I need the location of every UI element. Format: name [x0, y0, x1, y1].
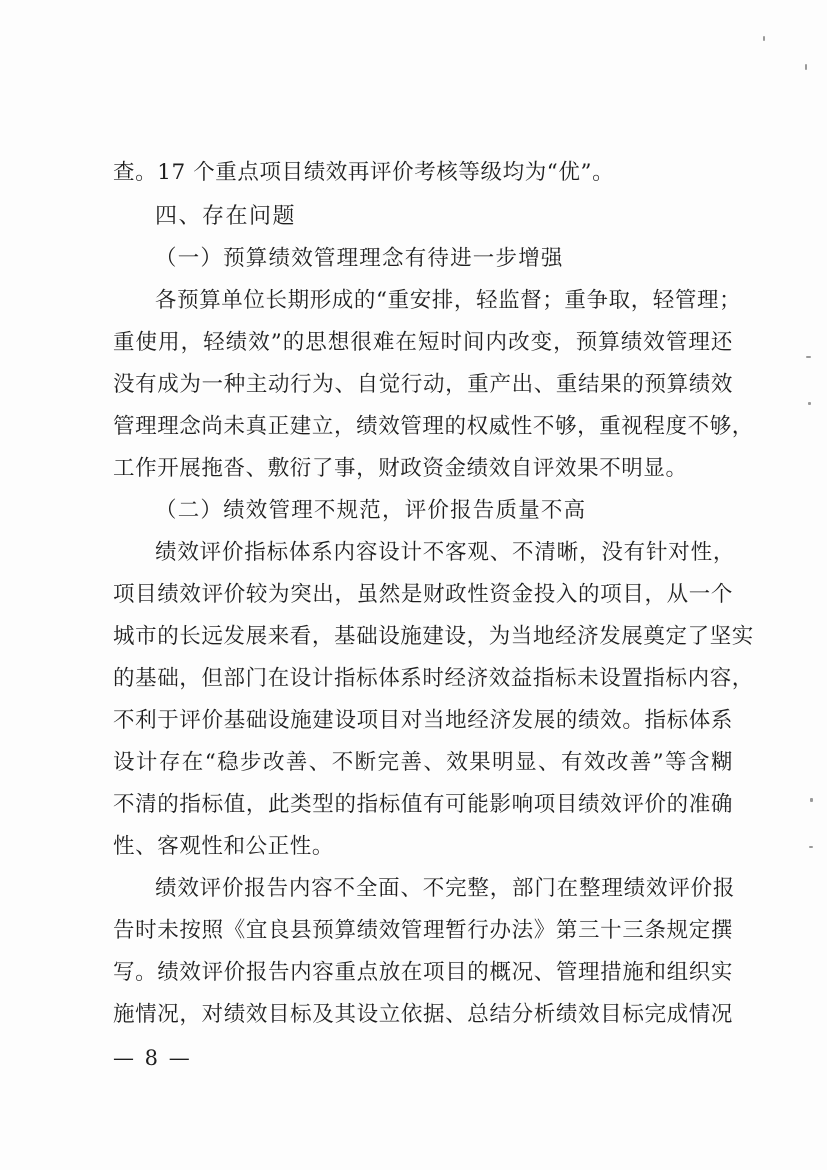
paragraph-3-line-3: 写。绩效评价报告内容重点放在项目的概况、管理措施和组织实 — [113, 960, 733, 985]
paragraph-1-line-5: 工作开展拖沓、敷衍了事，财政资金绩效自评效果不明显。 — [113, 456, 688, 481]
paragraph-2-line-7: 不清的指标值，此类型的指标值有可能影响项目绩效评价的准确 — [113, 792, 733, 817]
scan-speck — [810, 798, 813, 802]
paragraph-2-line-6: 设计存在“稳步改善、不断完善、效果明显、有效改善”等含糊 — [113, 750, 733, 775]
paragraph-2-line-1: 绩效评价指标体系内容设计不客观、不清晰，没有针对性， — [155, 540, 735, 565]
scan-speck — [809, 846, 813, 848]
paragraph-3-line-2: 告时未按照《宜良县预算绩效管理暂行办法》第三十三条规定撰 — [113, 918, 733, 943]
paragraph-2-line-5: 不利于评价基础设施建设项目对当地经济发展的绩效。指标体系 — [113, 708, 733, 733]
paragraph-3-line-1: 绩效评价报告内容不全面、不完整，部门在整理绩效评价报 — [155, 876, 735, 901]
paragraph-1-line-1: 各预算单位长期形成的“重安排，轻监督；重争取，轻管理； — [155, 288, 742, 313]
page-number: — 8 — — [113, 1046, 192, 1070]
scan-speck — [763, 36, 765, 41]
paragraph-2-line-3: 城市的长远发展来看，基础设施建设，为当地经济发展奠定了坚实 — [113, 624, 754, 649]
section-heading-4: 四、存在问题 — [155, 204, 297, 229]
paragraph-1-line-3: 没有成为一种主动行为、自觉行动，重产出、重结果的预算绩效 — [113, 372, 733, 397]
text-line-1: 查。17 个重点项目绩效再评价考核等级均为“优”。 — [113, 160, 615, 185]
paragraph-1-line-4: 管理理念尚未真正建立，绩效管理的权威性不够，重视程度不够， — [113, 414, 754, 439]
paragraph-2-line-8: 性、客观性和公正性。 — [113, 834, 335, 859]
paragraph-1-line-2: 重使用，轻绩效”的思想很难在短时间内改变，预算绩效管理还 — [113, 330, 733, 355]
paragraph-3-line-4: 施情况，对绩效目标及其设立依据、总结分析绩效目标完成情况 — [113, 1002, 733, 1027]
paragraph-2-line-2: 项目绩效评价较为突出，虽然是财政性资金投入的项目，从一个 — [113, 582, 733, 607]
scan-speck — [808, 402, 811, 405]
scan-speck — [805, 64, 807, 70]
paragraph-2-line-4: 的基础，但部门在设计指标体系时经济效益指标未设置指标内容， — [113, 666, 754, 691]
subheading-1: （一）预算绩效管理理念有待进一步增强 — [155, 246, 564, 271]
scan-speck — [806, 356, 811, 358]
subheading-2: （二）绩效管理不规范，评价报告质量不高 — [155, 498, 587, 523]
